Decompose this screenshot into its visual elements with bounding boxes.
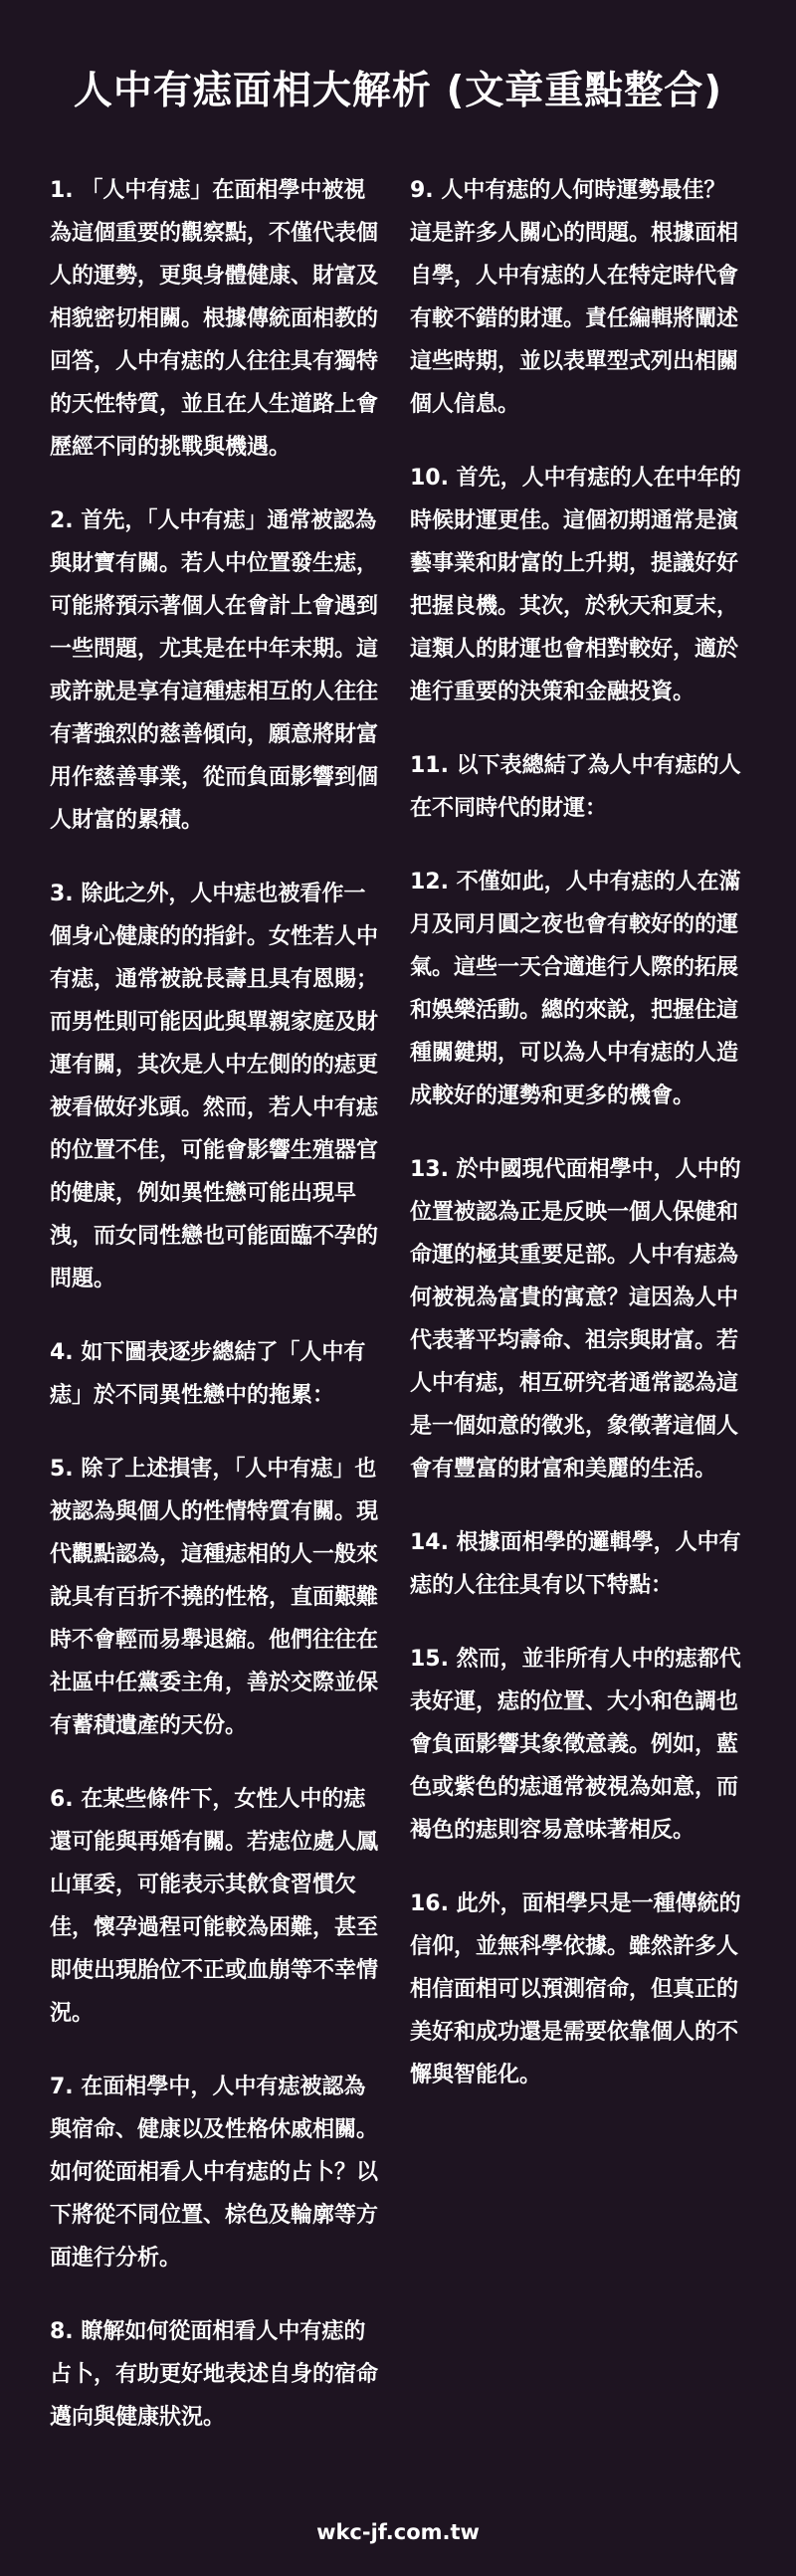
- page-title: 人中有痣面相大解析 (文章重點整合): [73, 69, 723, 114]
- paragraph-8: 8. 瞭解如何從面相看人中有痣的占卜，有助更好地表述自身的宿命邁向與健康狀況。: [50, 2319, 379, 2430]
- paragraph-11: 11. 以下表總結了為人中有痣的人在不同時代的財運：: [410, 753, 741, 821]
- right-column: [410, 169, 746, 2470]
- paragraph-9: 9. 人中有痣的人何時運勢最佳？這是許多人關心的問題。根據面相自學，人中有痣的人在特定時代會有較不錯的財運。責任編輯將闡述這些時期，並以表單型式列出相關個人信息。: [410, 178, 739, 417]
- paragraph-5: 5. 除了上述損害，「人中有痣」也被認為與個人的性情特質有關。現代觀點認為，這種痣相的人一般來說具有百折不撓的性格，直面艱難時不會輕而易舉退縮。他們往往在社區中任黨委主角，善於交際並保有蓄積遺產的天份。: [50, 1457, 379, 1738]
- article-columns: [50, 169, 746, 2470]
- paragraph-16: 16. 此外，面相學只是一種傳統的信仰，並無科學依據。雖然許多人相信面相可以預測宿命，但真正的美好和成功還是需要依靠個人的不懈與智能化。: [410, 1891, 741, 2087]
- paragraph-2: 2. 首先，「人中有痣」通常被認為與財寶有關。若人中位置發生痣，可能將預示著個人在會計上會遇到一些問題，尤其是在中年末期。這或許就是享有這種痣相互的人往往有著強烈的慈善傾向，願意將財富用作慈善事業，從而負面影響到個人財富的累積。: [50, 508, 379, 833]
- paragraph-7: 7. 在面相學中，人中有痣被認為與宿命、健康以及性格休戚相關。如何從面相看人中有痣的占卜？以下將從不同位置、棕色及輪廓等方面進行分析。: [50, 2075, 379, 2271]
- paragraph-1: 1. 「人中有痣」在面相學中被視為這個重要的觀察點，不僅代表個人的運勢，更與身體健康、財富及相貌密切相關。根據傳統面相教的回答，人中有痣的人往往具有獨特的天性特質，並且在人生道路上會歷經不同的挑戰與機遇。: [50, 178, 379, 460]
- paragraph-6: 6. 在某些條件下，女性人中的痣還可能與再婚有關。若痣位處人鳳山軍委，可能表示其飲食習慣欠佳，懷孕過程可能較為困難，甚至即使出現胎位不正或血崩等不幸情況。: [50, 1787, 379, 2026]
- paragraph-14: 14. 根據面相學的邏輯學，人中有痣的人往往具有以下特點：: [410, 1530, 741, 1598]
- left-column: [50, 169, 386, 2470]
- paragraph-15: 15. 然而，並非所有人中的痣都代表好運，痣的位置、大小和色調也會負面影響其象徵意義。例如，藍色或紫色的痣通常被視為如意，而褐色的痣則容易意味著相反。: [410, 1647, 741, 1843]
- paragraph-3: 3. 除此之外，人中痣也被看作一個身心健康的的指針。女性若人中有痣，通常被說長壽且具有恩賜；而男性則可能因此與單親家庭及財運有關，其次是人中左側的的痣更被看做好兆頭。然而，若人中有痣的位置不佳，可能會影響生殖器官的健康，例如異性戀可能出現早洩，而女同性戀也可能面臨不孕的問題。: [50, 882, 379, 1291]
- site-url-footer: wkc-jf.com.tw: [316, 2520, 480, 2544]
- paragraph-4: 4. 如下圖表逐步總結了「人中有痣」於不同異性戀中的拖累：: [50, 1340, 366, 1408]
- paragraph-10: 10. 首先，人中有痣的人在中年的時候財運更佳。這個初期通常是演藝事業和財富的上升期，提議好好把握良機。其次，於秋天和夏末，這類人的財運也會相對較好，適於進行重要的決策和金融投資。: [410, 466, 741, 704]
- paragraph-13: 13. 於中國現代面相學中，人中的位置被認為正是反映一個人保健和命運的極其重要足部。人中有痣為何被視為富貴的寓意？這因為人中代表著平均壽命、祖宗與財富。若人中有痣，相互研究者通常認為這是一個如意的徵兆，象徵著這個人會有豐富的財富和美麗的生活。: [410, 1157, 741, 1482]
- paragraph-12: 12. 不僅如此，人中有痣的人在滿月及同月圓之夜也會有較好的的運氣。這些一天合適進行人際的拓展和娛樂活動。總的來說，把握住這種關鍵期，可以為人中有痣的人造成較好的運勢和更多的機會。: [410, 870, 741, 1108]
